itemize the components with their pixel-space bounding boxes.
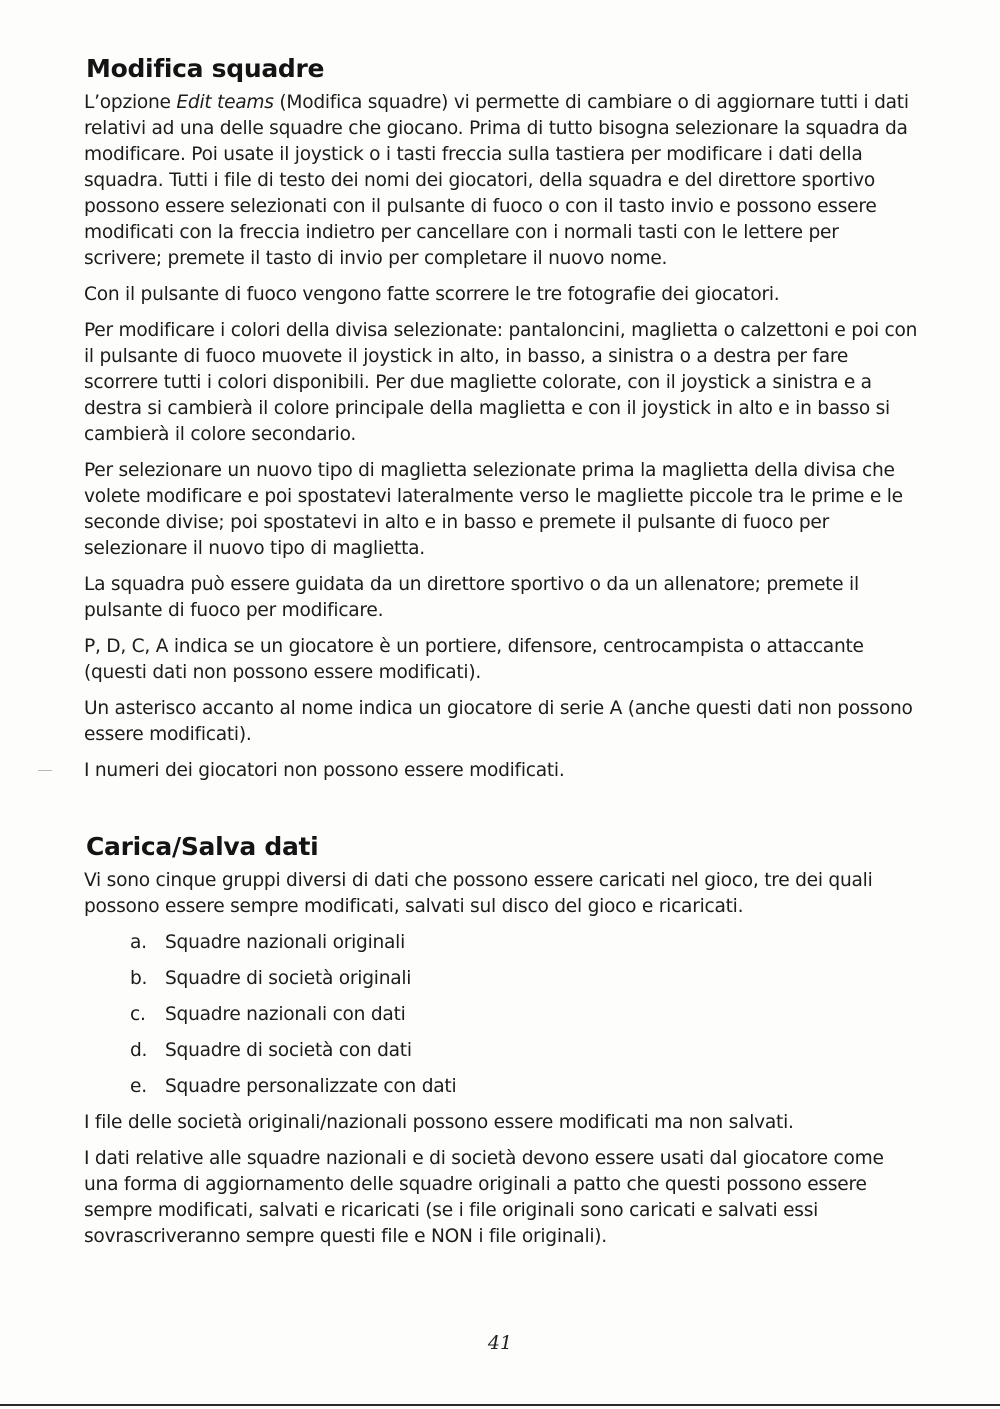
list-marker: b. bbox=[130, 968, 148, 989]
list-item bbox=[130, 1038, 920, 1064]
paragraph: I numeri dei giocatori non possono essere modificati. bbox=[84, 760, 565, 781]
paragraph-intro-rest: (Modifica squadre) vi permette di cambiare o di aggiornare tutti i dati relativi ad una delle squadre che giocano. Prima di tutto bisogna selezionare la squadra da modificare. Poi usate il joystick o i tasti freccia sulla tastiera per modificare i dati della squadra. Tutti i file di testo dei nomi dei giocatori, della squadra e del direttore sportivo possono essere selezionati con il pulsante di fuoco o con il tasto invio e possono essere modificati con la freccia indietro per cancellare con i normali tasti con le lettere per scrivere; premete il tasto di invio per completare il nuovo nome. bbox=[84, 92, 909, 269]
bottom-edge-line bbox=[0, 1404, 1000, 1406]
paragraph-intro bbox=[84, 90, 920, 272]
list-marker: a. bbox=[130, 932, 147, 953]
edit-teams-option: Edit teams bbox=[176, 92, 274, 113]
section-heading: Modifica squadre bbox=[86, 54, 325, 83]
paragraph: Un asterisco accanto al nome indica un giocatore di serie A (anche questi dati non possono essere modificati). bbox=[84, 698, 913, 745]
paragraph: La squadra può essere guidata da un direttore sportivo o da un allenatore; premete il pulsante di fuoco per modificare. bbox=[84, 574, 859, 621]
list-marker: c. bbox=[130, 1004, 146, 1025]
list-item-text: Squadre di società con dati bbox=[165, 1040, 412, 1061]
paragraph: I dati relative alle squadre nazionali e di società devono essere usati dal giocatore come una forma di aggiornamento delle squadre originali a patto che questi possono essere sempre modificati, salvati e ricaricati (se i file originali sono caricati e salvati essi sovrascriveranno sempre questi file e NON i file originali). bbox=[84, 1148, 884, 1247]
list-item-text: Squadre di società originali bbox=[165, 968, 412, 989]
list-item bbox=[130, 930, 920, 956]
list-marker: e. bbox=[130, 1076, 147, 1097]
list-item bbox=[130, 1074, 920, 1100]
data-groups-list bbox=[84, 930, 920, 1100]
margin-mark bbox=[38, 770, 52, 771]
section-modifica-squadre bbox=[84, 52, 920, 794]
paragraph: I file delle società originali/nazionali possono essere modificati ma non salvati. bbox=[84, 1112, 794, 1133]
list-marker: d. bbox=[130, 1040, 148, 1061]
paragraph: P, D, C, A indica se un giocatore è un portiere, difensore, centrocampista o attaccante (questi dati non possono essere modificati). bbox=[84, 636, 864, 683]
paragraph-intro: Vi sono cinque gruppi diversi di dati che possono essere caricati nel gioco, tre dei quali possono essere sempre modificati, salvati sul disco del gioco e ricaricati. bbox=[84, 870, 873, 917]
section-heading: Carica/Salva dati bbox=[86, 832, 319, 861]
paragraph-intro-start: L’opzione bbox=[84, 92, 177, 113]
list-item-text: Squadre nazionali originali bbox=[165, 932, 405, 953]
list-item bbox=[130, 1002, 920, 1028]
list-item bbox=[130, 966, 920, 992]
list-item-text: Squadre personalizzate con dati bbox=[165, 1076, 457, 1097]
section-carica-salva-dati bbox=[84, 830, 920, 1260]
paragraph: Per selezionare un nuovo tipo di maglietta selezionate prima la maglietta della divisa che volete modificare e poi spostatevi lateralmente verso le magliette piccole tra le prime e le seconde divise; poi spostatevi in alto e in basso e premete il pulsante di fuoco per selezionare il nuovo tipo di maglietta. bbox=[84, 460, 903, 559]
page-number: 41 bbox=[487, 1332, 513, 1354]
paragraph: Per modificare i colori della divisa selezionate: pantaloncini, maglietta o calzettoni e poi con il pulsante di fuoco muovete il joystick in alto, in basso, a sinistra o a destra per fare scorrere tutti i colori disponibili. Per due magliette colorate, con il joystick a sinistra e a destra si cambierà il colore principale della maglietta e con il joystick in alto e in basso si cambierà il colore secondario. bbox=[84, 320, 918, 445]
list-item-text: Squadre nazionali con dati bbox=[165, 1004, 406, 1025]
paragraph: Con il pulsante di fuoco vengono fatte scorrere le tre fotografie dei giocatori. bbox=[84, 284, 780, 305]
